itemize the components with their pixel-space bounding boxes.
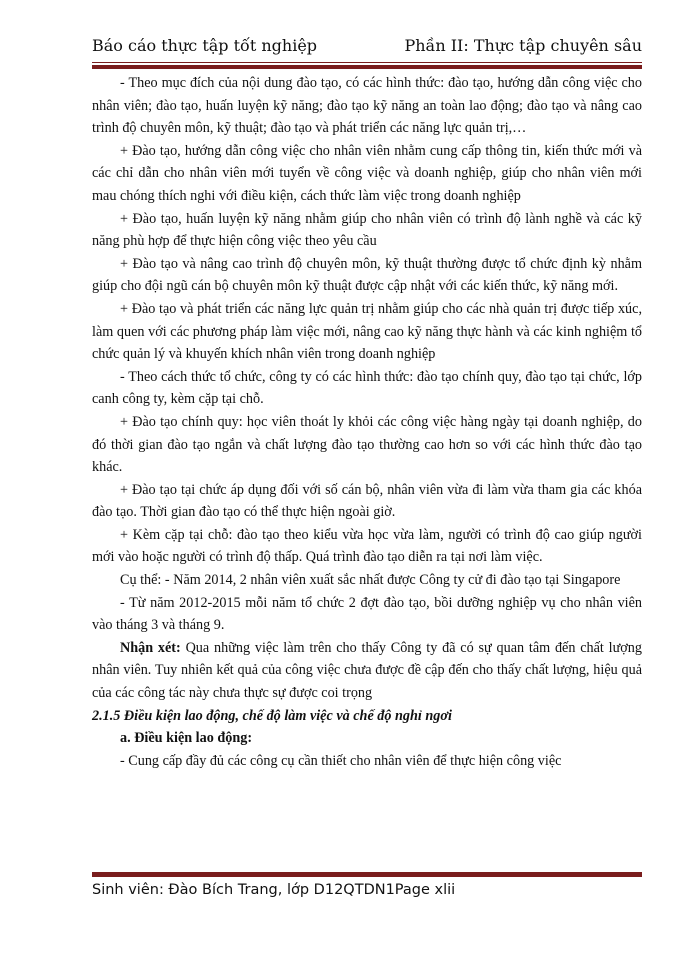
paragraph: Cụ thể: - Năm 2014, 2 nhân viên xuất sắc nhất được Công ty cử đi đào tạo tại Singapore	[120, 572, 621, 589]
remark-paragraph	[92, 637, 642, 705]
paragraph: + Đào tạo và nâng cao trình độ chuyên môn, kỹ thuật thường được tổ chức định kỳ nhằm giúp cho đội ngũ cán bộ chuyên môn kỹ thuật được cập nhật với các kiến thức, kỹ năng mới.	[92, 255, 642, 295]
paragraph: + Kèm cặp tại chỗ: đào tạo theo kiểu vừa học vừa làm, người có trình độ cao giúp người mới vào hoặc người có trình độ thấp. Quá trình đào tạo diễn ra tại nơi làm việc.	[92, 526, 642, 566]
section-heading: 2.1.5 Điều kiện lao động, chế độ làm việc và chế độ nghỉ ngơi	[92, 707, 452, 724]
header-part-title: Phần II: Thực tập chuyên sâu	[404, 36, 642, 55]
page-footer: Sinh viên: Đào Bích Trang, lớp D12QTDN1Page xlii	[92, 882, 456, 898]
paragraph: - Theo mục đích của nội dung đào tạo, có các hình thức: đào tạo, hướng dẫn công việc cho nhân viên; đào tạo, huấn luyện kỹ năng; đào tạo kỹ năng an toàn lao động; đào tạo và nâng cao trình độ chuyên môn, kỹ thuật; đào tạo và phát triển các năng lực quản trị,…	[92, 75, 642, 137]
subsection-heading: a. Điều kiện lao động:	[120, 730, 253, 747]
page-header	[92, 36, 642, 62]
paragraph: + Đào tạo, hướng dẫn công việc cho nhân viên nhằm cung cấp thông tin, kiến thức mới và các chỉ dẫn cho nhân viên mới tuyển về công việc và doanh nghiệp, giúp cho nhân viên mới mau chóng thích nghi với điều kiện, cách thức làm việc trong doanh nghiệp	[92, 142, 642, 204]
paragraph: - Cung cấp đầy đủ các công cụ cần thiết cho nhân viên để thực hiện công việc	[120, 752, 562, 769]
document-body	[92, 72, 642, 772]
paragraph: - Theo cách thức tổ chức, công ty có các hình thức: đào tạo chính quy, đào tạo tại chức, lớp canh công ty, kèm cặp tại chỗ.	[92, 368, 642, 408]
remark-label: Nhận xét:	[120, 639, 181, 656]
remark-text: Qua những việc làm trên cho thấy Công ty đã có sự quan tâm đến chất lượng nhân viên. Tuy nhiên kết quả của công việc chưa được đề cập đến cho thấy chất lượng, hiệu quả của các công tác này chưa thực sự được coi trọng	[92, 639, 642, 702]
header-rule	[92, 62, 642, 69]
paragraph: + Đào tạo, huấn luyện kỹ năng nhằm giúp cho nhân viên có trình độ lành nghề và các kỹ năng phù hợp để thực hiện công việc theo yêu cầu	[92, 210, 642, 250]
header-report-title: Báo cáo thực tập tốt nghiệp	[92, 36, 318, 55]
footer-rule	[92, 870, 642, 877]
paragraph: + Đào tạo tại chức áp dụng đối với số cán bộ, nhân viên vừa đi làm vừa tham gia các khóa đào tạo. Thời gian đào tạo có thể thực hiện ngoài giờ.	[92, 481, 642, 521]
paragraph: + Đào tạo và phát triển các năng lực quản trị nhằm giúp cho các nhà quản trị được tiếp xúc, làm quen với các phương pháp làm việc mới, nâng cao kỹ năng thực hành và các kinh nghiệm tổ chức quản lý và khuyến khích nhân viên trong doanh nghiệp	[92, 300, 642, 363]
paragraph: - Từ năm 2012-2015 mỗi năm tổ chức 2 đợt đào tạo, bồi dưỡng nghiệp vụ cho nhân viên vào tháng 3 và tháng 9.	[92, 594, 642, 634]
paragraph: + Đào tạo chính quy: học viên thoát ly khỏi các công việc hàng ngày tại doanh nghiệp, do đó thời gian đào tạo ngắn và chất lượng đào tạo thường cao hơn so với các hình thức đào tạo khác.	[92, 413, 642, 476]
